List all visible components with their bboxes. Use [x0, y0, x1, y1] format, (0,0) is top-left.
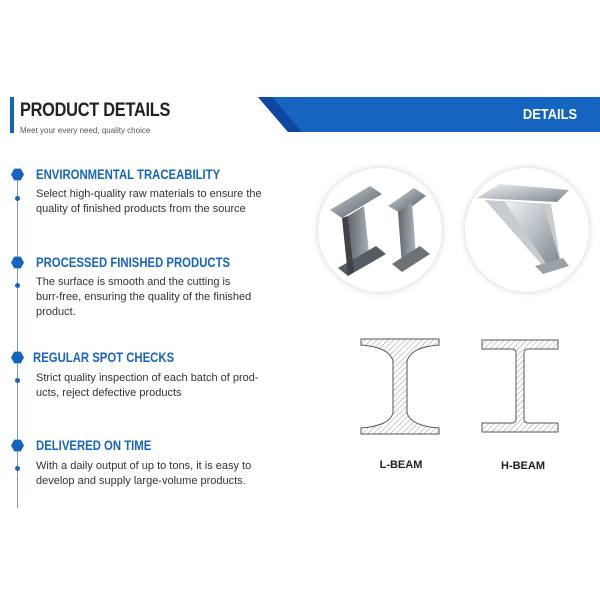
banner-label: DETAILS — [522, 106, 578, 123]
steel-beam-photo — [465, 168, 589, 292]
feature-title: ENVIRONMENTAL TRACEABILITY — [36, 167, 221, 182]
feature-description: With a daily output of up to tons, it is easy to develop and supply large-volume products. — [36, 460, 252, 487]
h-beam-diagram — [476, 334, 566, 440]
feature-description: Strict quality inspection of each batch of prod- ucts, reject defective products — [36, 372, 259, 399]
timeline-line — [17, 175, 18, 508]
hexagon-bullet-icon — [11, 256, 24, 269]
details-banner — [0, 0, 600, 140]
steel-beam-photo — [318, 168, 442, 292]
timeline-dot-icon — [15, 283, 20, 288]
page-title: PRODUCT DETAILS — [20, 100, 171, 121]
page-subtitle: Meet your every need, quality choice — [20, 126, 151, 135]
timeline-dot-icon — [15, 466, 20, 471]
hexagon-bullet-icon — [11, 351, 24, 364]
feature-title: DELIVERED ON TIME — [36, 438, 152, 453]
timeline-dot-icon — [15, 378, 20, 383]
feature-title: PROCESSED FINISHED PRODUCTS — [36, 255, 231, 270]
l-beam-label: L-BEAM — [379, 459, 423, 471]
l-beam-diagram — [355, 333, 445, 440]
feature-description: The surface is smooth and the cutting is burr-free, ensuring the quality of the finished product. — [36, 276, 252, 318]
hexagon-bullet-icon — [11, 439, 24, 452]
timeline-dot-icon — [15, 196, 20, 201]
hexagon-bullet-icon — [11, 168, 24, 181]
feature-title: REGULAR SPOT CHECKS — [33, 350, 175, 365]
feature-description: Select high-quality raw materials to ensure the quality of finished products from the source — [36, 188, 262, 215]
h-beam-label: H-BEAM — [501, 460, 545, 472]
